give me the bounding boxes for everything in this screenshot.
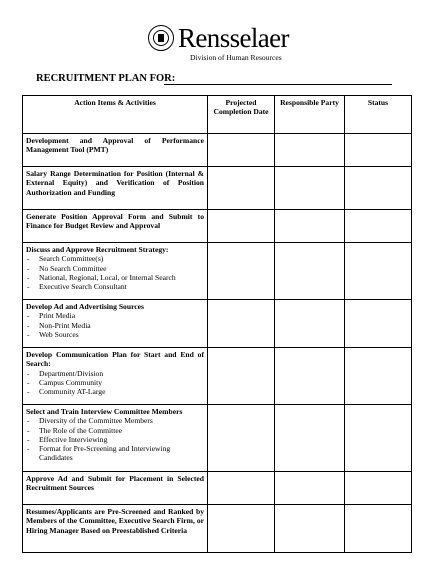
sub-item: - Format for Pre-Screening and Interviewing Candidates <box>26 444 204 463</box>
action-item-cell <box>23 505 208 553</box>
sub-item: - Effective Interviewing <box>26 435 204 444</box>
table-row <box>23 210 412 243</box>
logo-wordmark: Rensselaer <box>178 23 289 53</box>
sub-item: - No Search Committee <box>26 264 204 273</box>
table-row <box>23 167 412 210</box>
responsible-party-cell[interactable] <box>275 348 345 405</box>
action-item-title: Select and Train Interview Committee Members <box>26 407 183 416</box>
sub-item: - National, Regional, Local, or Internal Search <box>26 273 204 282</box>
column-header-status: Status <box>345 96 412 134</box>
responsible-party-cell[interactable] <box>275 167 345 210</box>
action-item-title: Discuss and Approve Recruitment Strategy: <box>26 245 169 254</box>
sub-item-list <box>26 369 204 397</box>
sub-item: - The Role of the Committee <box>26 426 204 435</box>
table-row <box>23 134 412 167</box>
status-cell[interactable] <box>345 348 412 405</box>
table-row <box>23 405 412 472</box>
status-cell[interactable] <box>345 243 412 300</box>
sub-item: - Web Sources <box>26 330 204 339</box>
action-item-title: Develop Ad and Advertising Sources <box>26 302 144 311</box>
responsible-party-cell[interactable] <box>275 300 345 348</box>
action-item-cell <box>23 243 208 300</box>
division-name: Division of Human Resources <box>190 53 282 62</box>
table-row <box>23 472 412 505</box>
sub-item: - Non-Print Media <box>26 321 204 330</box>
recruitment-plan-table <box>22 95 412 553</box>
sub-item: - Diversity of the Committee Members <box>26 416 204 425</box>
plan-name-blank-line[interactable] <box>164 84 392 85</box>
status-cell[interactable] <box>345 134 412 167</box>
responsible-party-cell[interactable] <box>275 210 345 243</box>
completion-date-cell[interactable] <box>208 167 275 210</box>
table-row <box>23 505 412 553</box>
sub-item: - Print Media <box>26 311 204 320</box>
status-cell[interactable] <box>345 210 412 243</box>
responsible-party-cell[interactable] <box>275 505 345 553</box>
sub-item: - Department/Division <box>26 369 204 378</box>
completion-date-cell[interactable] <box>208 300 275 348</box>
completion-date-cell[interactable] <box>208 210 275 243</box>
action-item-cell <box>23 210 208 243</box>
table-header-row <box>23 96 412 134</box>
seal-icon <box>148 25 174 51</box>
sub-item: - Campus Community <box>26 378 204 387</box>
sub-item-list <box>26 311 204 339</box>
action-item-cell <box>23 405 208 472</box>
responsible-party-cell[interactable] <box>275 134 345 167</box>
column-header-completion-date: Projected Completion Date <box>208 96 275 134</box>
status-cell[interactable] <box>345 505 412 553</box>
sub-item: - Community AT-Large <box>26 387 204 396</box>
status-cell[interactable] <box>345 472 412 505</box>
sub-item: - Search Committee(s) <box>26 254 204 263</box>
status-cell[interactable] <box>345 300 412 348</box>
completion-date-cell[interactable] <box>208 134 275 167</box>
action-item-title: Develop Communication Plan for Start and End of Search: <box>26 350 204 369</box>
status-cell[interactable] <box>345 167 412 210</box>
action-item-title: Approve Ad and Submit for Placement in Selected Recruitment Sources <box>26 474 204 493</box>
completion-date-cell[interactable] <box>208 243 275 300</box>
column-header-responsible-party: Responsible Party <box>275 96 345 134</box>
rensselaer-logo <box>148 24 289 52</box>
action-item-title: Resumes/Applicants are Pre-Screened and Ranked by Members of the Committee, Executive Search Firm, or Hiring Manager Based on Preestablished Criteria <box>26 507 204 535</box>
page-title: RECRUITMENT PLAN FOR: <box>36 73 176 84</box>
completion-date-cell[interactable] <box>208 405 275 472</box>
column-header-action-items: Action Items & Activities <box>23 96 208 134</box>
table-row <box>23 300 412 348</box>
action-item-cell <box>23 134 208 167</box>
sub-item-list <box>26 416 204 462</box>
table-row <box>23 348 412 405</box>
action-item-title: Salary Range Determination for Position (Internal & External Equity) and Verification of Position Authorization and Funding <box>26 169 204 197</box>
responsible-party-cell[interactable] <box>275 472 345 505</box>
action-item-cell <box>23 167 208 210</box>
sub-item-list <box>26 254 204 291</box>
sub-item: - Executive Search Consultant <box>26 282 204 291</box>
action-item-title: Generate Position Approval Form and Submit to Finance for Budget Review and Approval <box>26 212 204 231</box>
action-item-title: Development and Approval of Performance Management Tool (PMT) <box>26 136 204 155</box>
action-item-cell <box>23 300 208 348</box>
completion-date-cell[interactable] <box>208 472 275 505</box>
status-cell[interactable] <box>345 405 412 472</box>
action-item-cell <box>23 348 208 405</box>
table-row <box>23 243 412 300</box>
responsible-party-cell[interactable] <box>275 243 345 300</box>
action-item-cell <box>23 472 208 505</box>
responsible-party-cell[interactable] <box>275 405 345 472</box>
completion-date-cell[interactable] <box>208 505 275 553</box>
completion-date-cell[interactable] <box>208 348 275 405</box>
table-body <box>23 134 412 553</box>
